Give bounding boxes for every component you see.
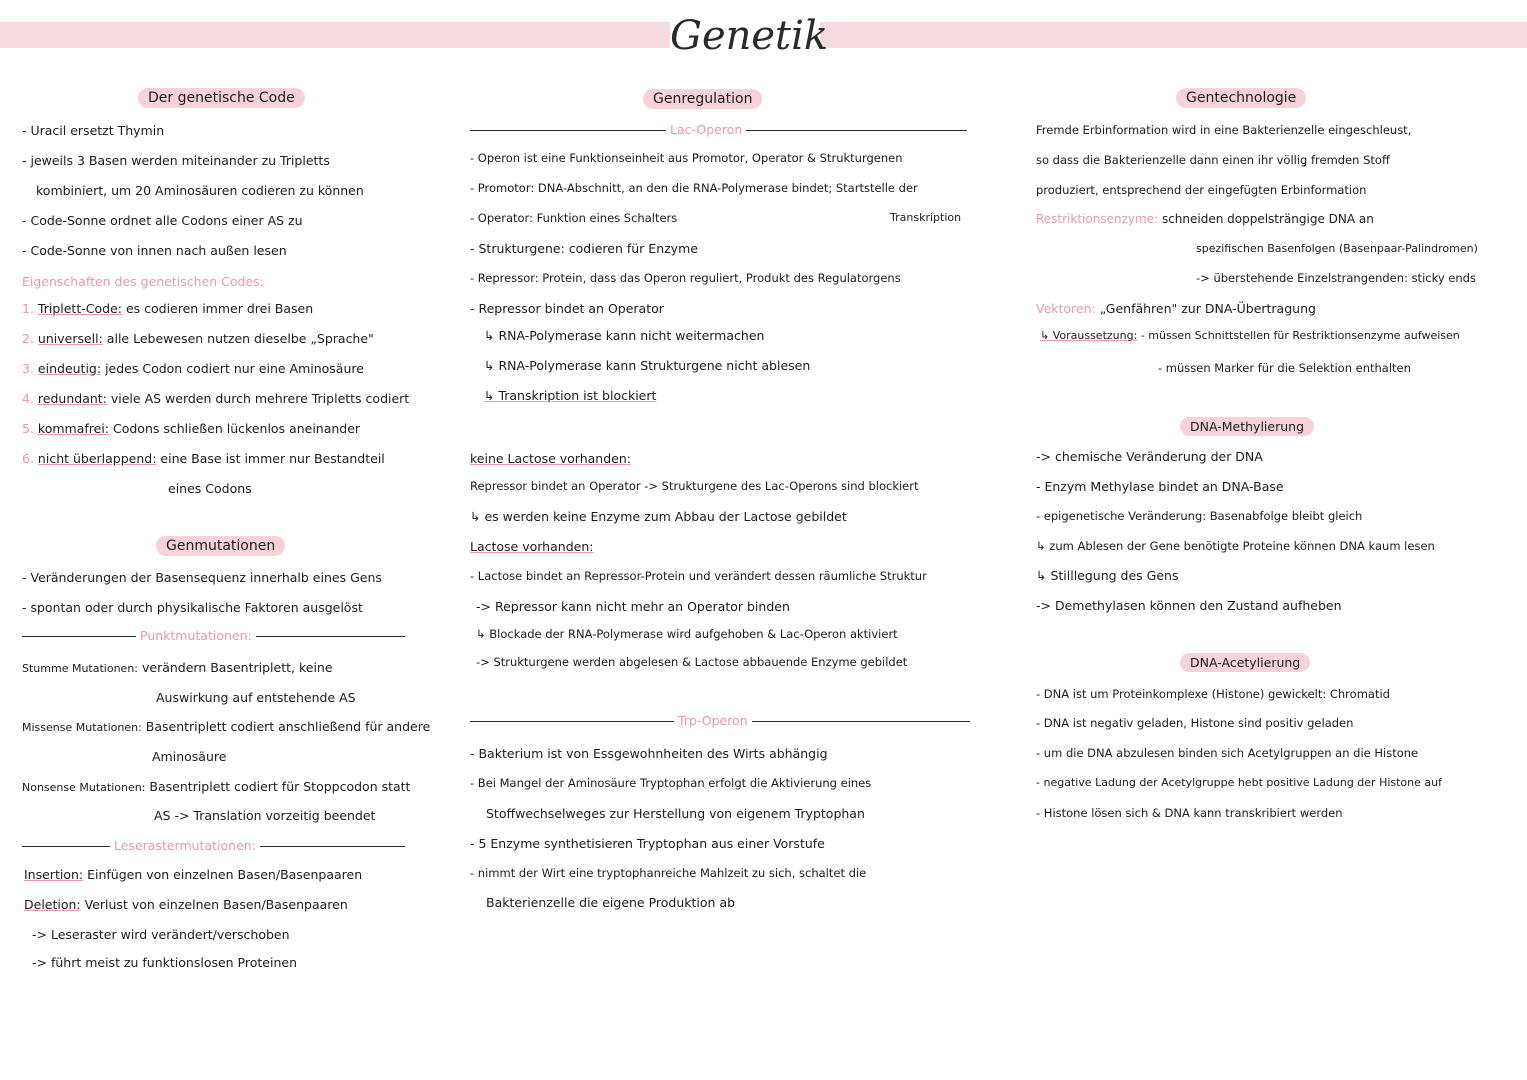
- mutation-term: Nonsense Mutationen:: [22, 781, 146, 794]
- property-number: 1.: [22, 301, 34, 316]
- mutation-type: [22, 719, 430, 734]
- property-item: [22, 451, 385, 466]
- page-title: Genetik: [670, 13, 829, 59]
- frameshift-text: Verlust von einzelnen Basen/Basenpaaren: [84, 897, 348, 912]
- frameshift-consequence: -> Leseraster wird verändert/verschoben: [32, 927, 290, 942]
- trp-line: - Bei Mangel der Aminosäure Tryptophan erfolgt die Aktivierung eines: [470, 776, 872, 790]
- lactose-present-line: ↳ Blockade der RNA-Polymerase wird aufgehoben & Lac-Operon aktiviert: [476, 627, 898, 641]
- restriction-item: [1036, 212, 1374, 226]
- methylation-line: - Enzym Methylase bindet an DNA-Base: [1036, 479, 1284, 494]
- heading-gene-regulation: Genregulation: [643, 89, 762, 109]
- methylation-line: ↳ zum Ablesen der Gene benötigte Proteine können DNA kaum lesen: [1036, 539, 1435, 553]
- gentech-line: produziert, entsprechend der eingefügten Erbinformation: [1036, 183, 1367, 197]
- code-line: - jeweils 3 Basen werden miteinander zu Tripletts: [22, 153, 330, 168]
- property-number: 6.: [22, 451, 34, 466]
- vector-term: Vektoren:: [1036, 301, 1096, 316]
- acetylation-line: - DNA ist negativ geladen, Histone sind positiv geladen: [1036, 716, 1354, 730]
- title-container: [670, 6, 829, 66]
- methylation-line: ↳ Stilllegung des Gens: [1036, 568, 1179, 583]
- mutation-text: Basentriplett codiert anschließend für andere: [145, 719, 431, 734]
- heading-gene-mutations: Genmutationen: [156, 536, 285, 556]
- property-term: universell:: [37, 331, 103, 346]
- methylation-line: -> Demethylasen können den Zustand aufheben: [1036, 598, 1342, 613]
- frameshift-item: [24, 867, 362, 882]
- lactose-present-heading: Lactose vorhanden:: [470, 539, 594, 554]
- gentech-line: Fremde Erbinformation wird in eine Bakterienzelle eingeschleust,: [1036, 123, 1412, 137]
- heading-genetic-code: Der genetische Code: [138, 88, 305, 108]
- frameshift-term: Insertion:: [24, 867, 84, 882]
- no-lactose-line: ↳ es werden keine Enzyme zum Abbau der Lactose gebildet: [470, 509, 847, 524]
- frameshift-term: Deletion:: [24, 897, 81, 912]
- acetylation-line: - DNA ist um Proteinkomplexe (Histone) gewickelt: Chromatid: [1036, 687, 1390, 701]
- vector-text: „Genfähren" zur DNA-Übertragung: [1099, 301, 1316, 316]
- property-continuation: eines Codons: [168, 481, 252, 496]
- frameshift-consequence: -> führt meist zu funktionslosen Proteinen: [32, 955, 297, 970]
- property-text: viele AS werden durch mehrere Tripletts codiert: [110, 391, 410, 406]
- mutation-continuation: AS -> Translation vorzeitig beendet: [154, 808, 376, 823]
- restriction-term: Restriktionsenzyme:: [1036, 212, 1159, 226]
- code-line: - Code-Sonne von innen nach außen lesen: [22, 243, 287, 258]
- lactose-present-line: -> Strukturgene werden abgelesen & Lactose abbauende Enzyme gebildet: [476, 655, 908, 669]
- code-line: kombiniert, um 20 Aminosäuren codieren zu können: [36, 183, 364, 198]
- property-number: 3.: [22, 361, 34, 376]
- property-number: 4.: [22, 391, 34, 406]
- property-text: alle Lebewesen nutzen dieselbe „Sprache": [106, 331, 374, 346]
- gentech-line: so dass die Bakterienzelle dann einen ihr völlig fremden Stoff: [1036, 153, 1390, 167]
- no-lactose-heading: keine Lactose vorhanden:: [470, 451, 631, 466]
- mutation-text: Basentriplett codiert für Stoppcodon statt: [149, 779, 411, 794]
- subheading-frameshift: Leserastermutationen:: [110, 838, 260, 853]
- lac-line: - Repressor bindet an Operator: [470, 301, 664, 316]
- mutation-type: [22, 660, 333, 675]
- lac-line: ↳ RNA-Polymerase kann nicht weitermachen: [484, 328, 765, 343]
- transcription-word: Transkription: [890, 211, 962, 224]
- property-number: 2.: [22, 331, 34, 346]
- property-text: eine Base ist immer nur Bestandteil: [160, 451, 385, 466]
- acetylation-line: - um die DNA abzulesen binden sich Acetylgruppen an die Histone: [1036, 746, 1419, 760]
- lactose-present-line: -> Repressor kann nicht mehr an Operator binden: [476, 599, 790, 614]
- trp-line: - Bakterium ist von Essgewohnheiten des Wirts abhängig: [470, 746, 828, 761]
- subheading-point-mutations: Punktmutationen:: [136, 628, 256, 643]
- mutation-text: verändern Basentriplett, keine: [141, 660, 333, 675]
- methylation-line: - epigenetische Veränderung: Basenabfolge bleibt gleich: [1036, 509, 1363, 523]
- property-term: eindeutig:: [37, 361, 102, 376]
- trp-line: - 5 Enzyme synthetisieren Tryptophan aus einer Vorstufe: [470, 836, 825, 851]
- property-text: jedes Codon codiert nur eine Aminosäure: [105, 361, 364, 376]
- vector-requirement: [1040, 329, 1460, 342]
- code-line: - Uracil ersetzt Thymin: [22, 123, 165, 138]
- lac-line: - Strukturgene: codieren für Enzyme: [470, 241, 698, 256]
- mutation-line: - spontan oder durch physikalische Faktoren ausgelöst: [22, 600, 363, 615]
- property-item: [22, 331, 374, 346]
- subheading-trp-operon: Trp-Operon: [674, 713, 752, 728]
- vector-item: [1036, 301, 1316, 316]
- property-item: [22, 421, 360, 436]
- subheading-lac-operon: Lac-Operon: [666, 122, 746, 137]
- lac-line: ↳ Transkription ist blockiert: [484, 388, 657, 403]
- restriction-continuation: -> überstehende Einzelstrangenden: sticky ends: [1196, 271, 1476, 285]
- property-term: Triplett-Code:: [37, 301, 122, 316]
- requirement-term: ↳ Voraussetzung:: [1040, 329, 1138, 342]
- properties-heading: Eigenschaften des genetischen Codes:: [22, 274, 264, 289]
- property-term: nicht überlappend:: [37, 451, 157, 466]
- lac-line: ↳ RNA-Polymerase kann Strukturgene nicht ablesen: [484, 358, 811, 373]
- mutation-line: - Veränderungen der Basensequenz innerhalb eines Gens: [22, 570, 382, 585]
- heading-dna-methylation: DNA-Methylierung: [1180, 417, 1314, 436]
- restriction-text: schneiden doppelsträngige DNA an: [1161, 212, 1374, 226]
- property-number: 5.: [22, 421, 34, 436]
- lac-line: - Operon ist eine Funktionseinheit aus Promotor, Operator & Strukturgenen: [470, 151, 903, 165]
- requirement-text: - müssen Schnittstellen für Restriktionsenzyme aufweisen: [1140, 329, 1460, 342]
- acetylation-line: - Histone lösen sich & DNA kann transkribiert werden: [1036, 806, 1343, 820]
- frameshift-item: [24, 897, 348, 912]
- property-text: es codieren immer drei Basen: [125, 301, 314, 316]
- code-line: - Code-Sonne ordnet alle Codons einer AS zu: [22, 213, 303, 228]
- mutation-term: Stumme Mutationen:: [22, 662, 138, 675]
- lac-line: - Operator: Funktion eines Schalters: [470, 211, 678, 225]
- property-item: [22, 391, 409, 406]
- no-lactose-line: Repressor bindet an Operator -> Strukturgene des Lac-Operons sind blockiert: [470, 479, 919, 493]
- mutation-continuation: Aminosäure: [152, 749, 227, 764]
- restriction-continuation: spezifischen Basenfolgen (Basenpaar-Palindromen): [1196, 242, 1478, 255]
- vector-requirement-continuation: - müssen Marker für die Selektion enthalten: [1158, 361, 1411, 375]
- mutation-continuation: Auswirkung auf entstehende AS: [156, 690, 356, 705]
- trp-line: Bakterienzelle die eigene Produktion ab: [486, 895, 736, 910]
- property-term: redundant:: [37, 391, 107, 406]
- trp-line: Stoffwechselweges zur Herstellung von eigenem Tryptophan: [486, 806, 865, 821]
- property-text: Codons schließen lückenlos aneinander: [113, 421, 361, 436]
- property-item: [22, 301, 313, 316]
- methylation-line: -> chemische Veränderung der DNA: [1036, 449, 1263, 464]
- trp-line: - nimmt der Wirt eine tryptophanreiche Mahlzeit zu sich, schaltet die: [470, 866, 867, 880]
- lac-line: - Promotor: DNA-Abschnitt, an den die RNA-Polymerase bindet; Startstelle der: [470, 181, 918, 195]
- heading-dna-acetylation: DNA-Acetylierung: [1180, 653, 1310, 672]
- lactose-present-line: - Lactose bindet an Repressor-Protein und verändert dessen räumliche Struktur: [470, 569, 927, 583]
- heading-gene-technology: Gentechnologie: [1176, 88, 1306, 108]
- property-term: kommafrei:: [37, 421, 110, 436]
- mutation-term: Missense Mutationen:: [22, 721, 142, 734]
- property-item: [22, 361, 364, 376]
- lac-line: - Repressor: Protein, dass das Operon reguliert, Produkt des Regulatorgens: [470, 271, 901, 285]
- mutation-type: [22, 779, 410, 794]
- frameshift-text: Einfügen von einzelnen Basen/Basenpaaren: [87, 867, 363, 882]
- acetylation-line: - negative Ladung der Acetylgruppe hebt positive Ladung der Histone auf: [1036, 776, 1442, 789]
